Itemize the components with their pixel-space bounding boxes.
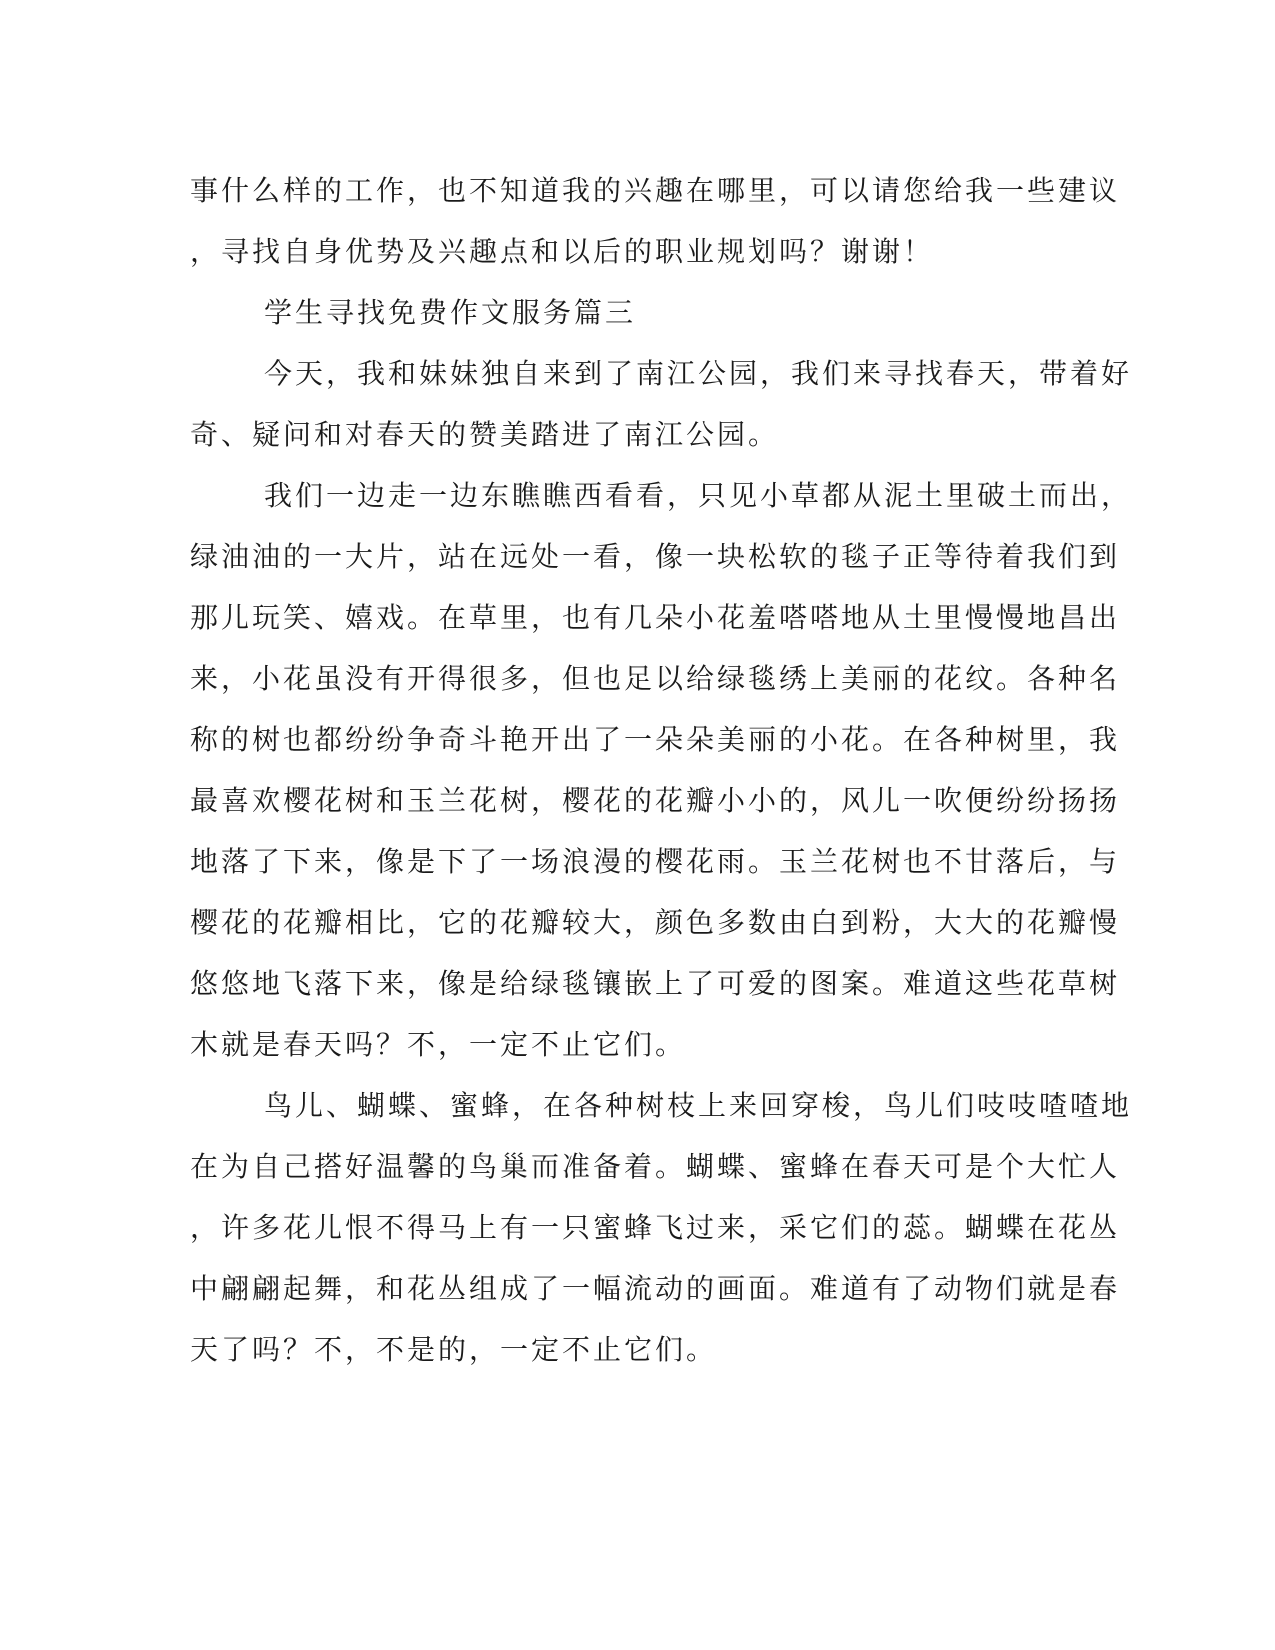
text-line-16: 鸟儿、蝴蝶、蜜蜂，在各种树枝上来回穿梭，鸟儿们吱吱喳喳地 [264,1089,1133,1122]
text-line-14: 悠悠地飞落下来，像是给绿毯镶嵌上了可爱的图案。难道这些花草树 [190,967,1121,1000]
text-line-5: 奇、疑问和对春天的赞美踏进了南江公园。 [190,418,780,451]
text-line-1: 事什么样的工作，也不知道我的兴趣在哪里，可以请您给我一些建议 [190,174,1121,207]
text-line-2: ，寻找自身优势及兴趣点和以后的职业规划吗？谢谢！ [190,235,935,268]
text-line-20: 天了吗？不，不是的，一定不止它们。 [190,1333,718,1366]
text-line-11: 最喜欢樱花树和玉兰花树，樱花的花瓣小小的，风儿一吹便纷纷扬扬 [190,784,1121,817]
text-line-6: 我们一边走一边东瞧瞧西看看，只见小草都从泥土里破土而出， [264,479,1133,512]
text-line-8: 那儿玩笑、嬉戏。在草里，也有几朵小花羞嗒嗒地从土里慢慢地昌出 [190,601,1121,634]
text-line-12: 地落了下来，像是下了一场浪漫的樱花雨。玉兰花树也不甘落后，与 [190,845,1121,878]
text-line-13: 樱花的花瓣相比，它的花瓣较大，颜色多数由白到粉，大大的花瓣慢 [190,906,1121,939]
section-heading: 学生寻找免费作文服务篇三 [264,296,637,329]
text-line-17: 在为自己搭好温馨的鸟巢而准备着。蝴蝶、蜜蜂在春天可是个大忙人 [190,1150,1121,1183]
text-line-10: 称的树也都纷纷争奇斗艳开出了一朵朵美丽的小花。在各种树里，我 [190,723,1121,756]
text-line-15: 木就是春天吗？不，一定不止它们。 [190,1028,687,1061]
document-body [190,160,1133,1380]
text-line-18: ，许多花儿恨不得马上有一只蜜蜂飞过来，采它们的蕊。蝴蝶在花丛 [190,1211,1121,1244]
text-line-7: 绿油油的一大片，站在远处一看，像一块松软的毯子正等待着我们到 [190,540,1121,573]
text-line-9: 来，小花虽没有开得很多，但也足以给绿毯绣上美丽的花纹。各种名 [190,662,1121,695]
text-line-4: 今天，我和妹妹独自来到了南江公园，我们来寻找春天，带着好 [264,357,1133,390]
text-line-19: 中翩翩起舞，和花丛组成了一幅流动的画面。难道有了动物们就是春 [190,1272,1121,1305]
